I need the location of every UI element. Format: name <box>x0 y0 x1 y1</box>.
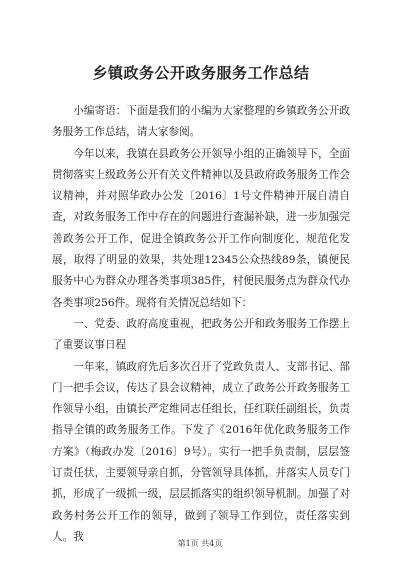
paragraph-body: 一年来，镇政府先后多次召开了党政负责人、支部书记、部门一把手会议，传达了县会议精神，成立了政务公开政务服务工作领导小组，由镇长严定维同志任组长，任红联任副组长，负责指导全镇的政务服务工作。下发了《2016年优化政务服务工作方案》（梅政办发〔2016〕9号）。实行一把手负责制，层层签订责任状，主要领导亲自抓，分管领导具体抓，并落实人员专门抓，形成了一级抓一级，层层抓落实的组织领导机制。加强了对政务村务公开工作的领导，做到了领导工作到位，责任落实到人。我 <box>52 360 350 543</box>
paragraph-summary: 今年以来，我镇在县政务公开领导小组的正确领导下，全面贯彻落实上级政务公开有关文件精神以及县政府政务服务工作会议精神，并对照华政办公发〔2016〕1号文件精神开展自清自查，对政务服务工作中存在的问题进行查漏补缺，进一步加强完善政务公开工作，促进全镇政务公开工作向制度化、规范化发展，取得了明显的效果，共处理12345公众热线89条，镇便民服务中心为群众办理各类事项385件，村便民服务点为群众代办各类事项256件。现将有关情况总结如下： <box>52 147 350 309</box>
section-heading-1: 一、党委、政府高度重视，把政务公开和政务服务工作摆上了重要议事日程 <box>52 317 350 352</box>
paragraph-intro: 小编寄语：下面是我们的小编为大家整理的乡镇政务公开政务服务工作总结，请大家参阅。 <box>52 105 350 139</box>
document-title: 乡镇政务公开政务服务工作总结 <box>92 64 310 82</box>
page-footer: 第1页 共4页 <box>177 539 223 548</box>
